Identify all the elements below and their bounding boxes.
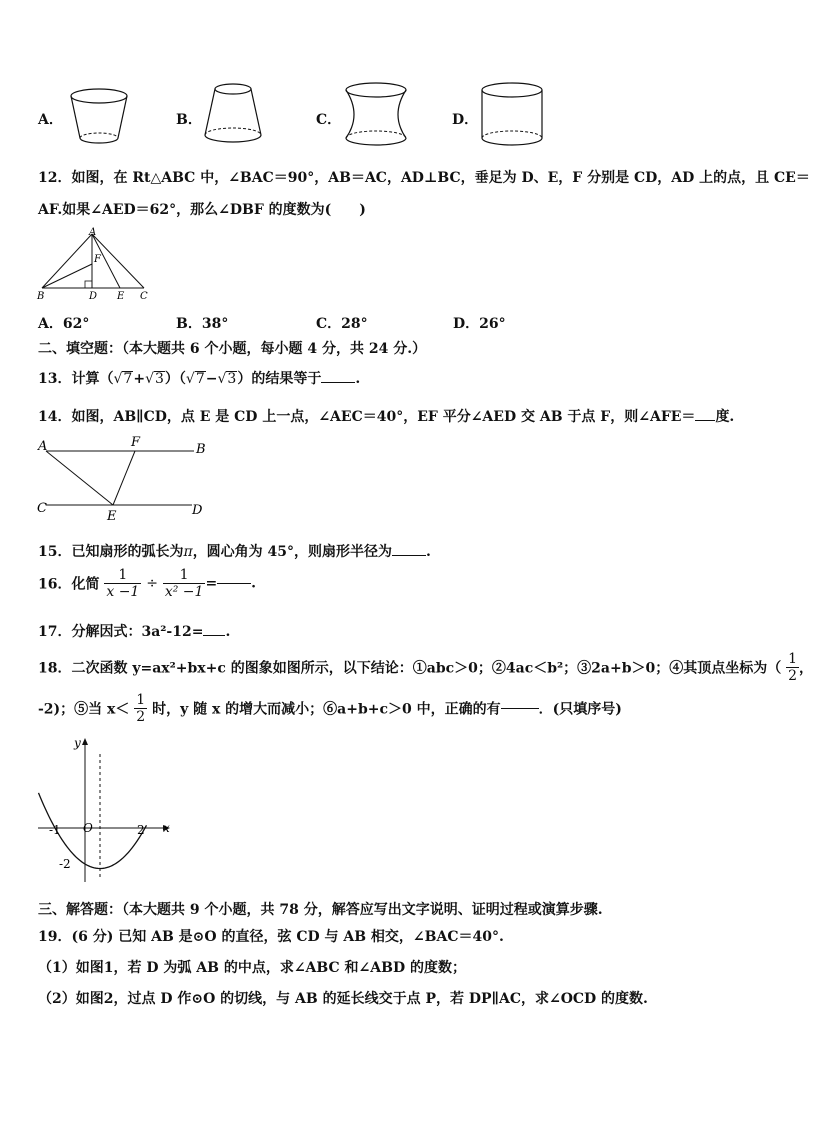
q15-pi: π [183,544,193,560]
hyperboloid-icon [340,80,412,150]
q18-line2-b: 时，y 随 x 的增大而减小；⑥a+b+c＞0 中，正确的有 [152,701,501,718]
q12-label-f: F [94,254,101,265]
q12-line1: 12．如图，在 Rt△ABC 中，∠BAC＝90°，AB＝AC，AD⊥BC，垂足为 D、E，F 分别是 CD，AD 上的点，且 CE＝ [38,170,810,186]
q15-end: . [426,544,431,560]
q13-radicand-3a: 3 [154,371,164,387]
q14-parallel-lines-figure [34,434,214,524]
section3-heading: 三、解答题：（本大题共 9 个小题，共 78 分，解答应写出文字说明、证明过程或演算步骤. [38,902,603,918]
q12-label-e: E [117,291,125,302]
q16-answer-blank[interactable] [217,583,251,584]
q13-radicand-7a: 7 [123,371,133,387]
q15-body: 15．已知扇形的弧长为 [38,544,184,560]
q14-body: 14．如图，AB∥CD，点 E 是 CD 上一点，∠AEC＝40°，EF 平分∠AED 交 AB 于点 F，则∠AFE＝ [38,409,696,425]
q12-label-a: A [89,227,97,238]
q18-label-y: y [74,736,81,750]
q12-line2: AF.如果∠AED＝62°，那么∠DBF 的度数为( ) [38,202,366,218]
q18-line1 [38,651,813,684]
frustum-wide-top-icon [66,86,132,148]
q13-answer-blank[interactable] [321,382,355,383]
q18-label-neg1: -1 [49,823,61,837]
q16-end: . [251,575,257,592]
q12-triangle-figure [34,226,158,302]
q13-text: 13．计算（√7+√3）（√7−√3）的结果等于 . [38,371,361,387]
q14-label-b: B [196,442,206,457]
q14-end: 度. [715,409,735,425]
q18-line1-end: ， [799,660,813,677]
q14-label-c: C [37,501,47,516]
q15-body2: ，圆心角为 45°，则扇形半径为 [192,544,393,560]
q19-part1: （1）如图1，若 D 为弧 AB 的中点，求∠ABC 和∠ABD 的度数； [38,960,466,976]
q18-label-origin: O [83,821,93,835]
q13-prefix: 13．计算（ [38,371,114,387]
q13-end: . [355,371,361,387]
q13-radicand-3b: 3 [227,371,237,387]
q17-end: . [225,624,231,640]
q17-text [38,621,230,641]
q18-half-fraction-2: $\frac{1}{2}$ [136,692,146,725]
q15-answer-blank[interactable] [392,555,426,556]
q11-option-d-label: D． [452,112,479,128]
q16-fraction-1: $\frac{1}{x -1}$ [106,567,140,600]
q11-option-b-label: B． [176,112,202,128]
q18-label-neg2: -2 [59,857,71,871]
q18-label-x: x [163,821,170,835]
q18-answer-blank[interactable] [501,708,539,709]
q13-radicand-7b: 7 [195,371,205,387]
q18-line2-a: -2)；⑤当 x＜ [38,701,130,718]
q16-prefix: 16．化简 [38,576,100,593]
q17-answer-blank[interactable] [203,635,225,636]
q12-option-b: B．38° [176,316,229,332]
q14-label-a: A [38,439,48,454]
q18-line2 [38,692,622,725]
section2-heading: 二、填空题：（本大题共 6 个小题，每小题 4 分，共 24 分.） [38,341,427,357]
q16-divide: ÷ [146,575,158,592]
q13-suffix: ）的结果等于 [237,371,322,387]
q18-line2-c: ．(只填序号) [538,701,622,718]
q13-minus: − [205,371,218,387]
q18-label-2: 2 [137,823,145,837]
q11-option-a-label: A． [38,112,63,128]
q11-option-c-label: C． [316,112,342,128]
q19-line1: 19．(6 分) 已知 AB 是⊙O 的直径，弦 CD 与 AB 相交，∠BAC＝40°. [38,929,504,945]
q13-plus: + [133,371,146,387]
q12-label-c: C [140,291,148,302]
q14-label-f: F [131,435,141,450]
q12-option-c: C．28° [316,316,368,332]
q14-label-d: D [192,503,203,518]
q16-equals: = [205,575,218,592]
q18-line1-text: 18．二次函数 y=ax²+bx+c 的图象如图所示，以下结论：①abc＞0；②4ac＜b²；③2a+b＞0；④其顶点坐标为（ [38,660,782,677]
q16-text [38,567,256,600]
q19-part2: （2）如图2，过点 D 作⊙O 的切线，与 AB 的延长线交于点 P，若 DP∥AC，求∠OCD 的度数. [38,991,648,1007]
q17-body: 17．分解因式：3a²-12= [38,624,204,640]
q15-text [38,541,431,561]
q13-mid: ）（ [164,371,186,387]
q14-answer-blank[interactable] [695,420,715,421]
q12-label-d: D [89,291,98,302]
q16-fraction-2: $\frac{1}{\text{x² −1}}$ [164,567,204,600]
q18-half-fraction-1: $\frac{1}{2}$ [788,651,798,684]
q14-label-e: E [107,509,117,524]
frustum-wide-bottom-icon [200,80,266,148]
q12-option-a: A．62° [38,316,90,332]
q14-text [38,406,734,426]
q12-label-b: B [37,291,45,302]
q12-option-d: D．26° [453,316,506,332]
cylinder-icon [478,80,546,150]
q18-parabola-graph [34,732,184,888]
